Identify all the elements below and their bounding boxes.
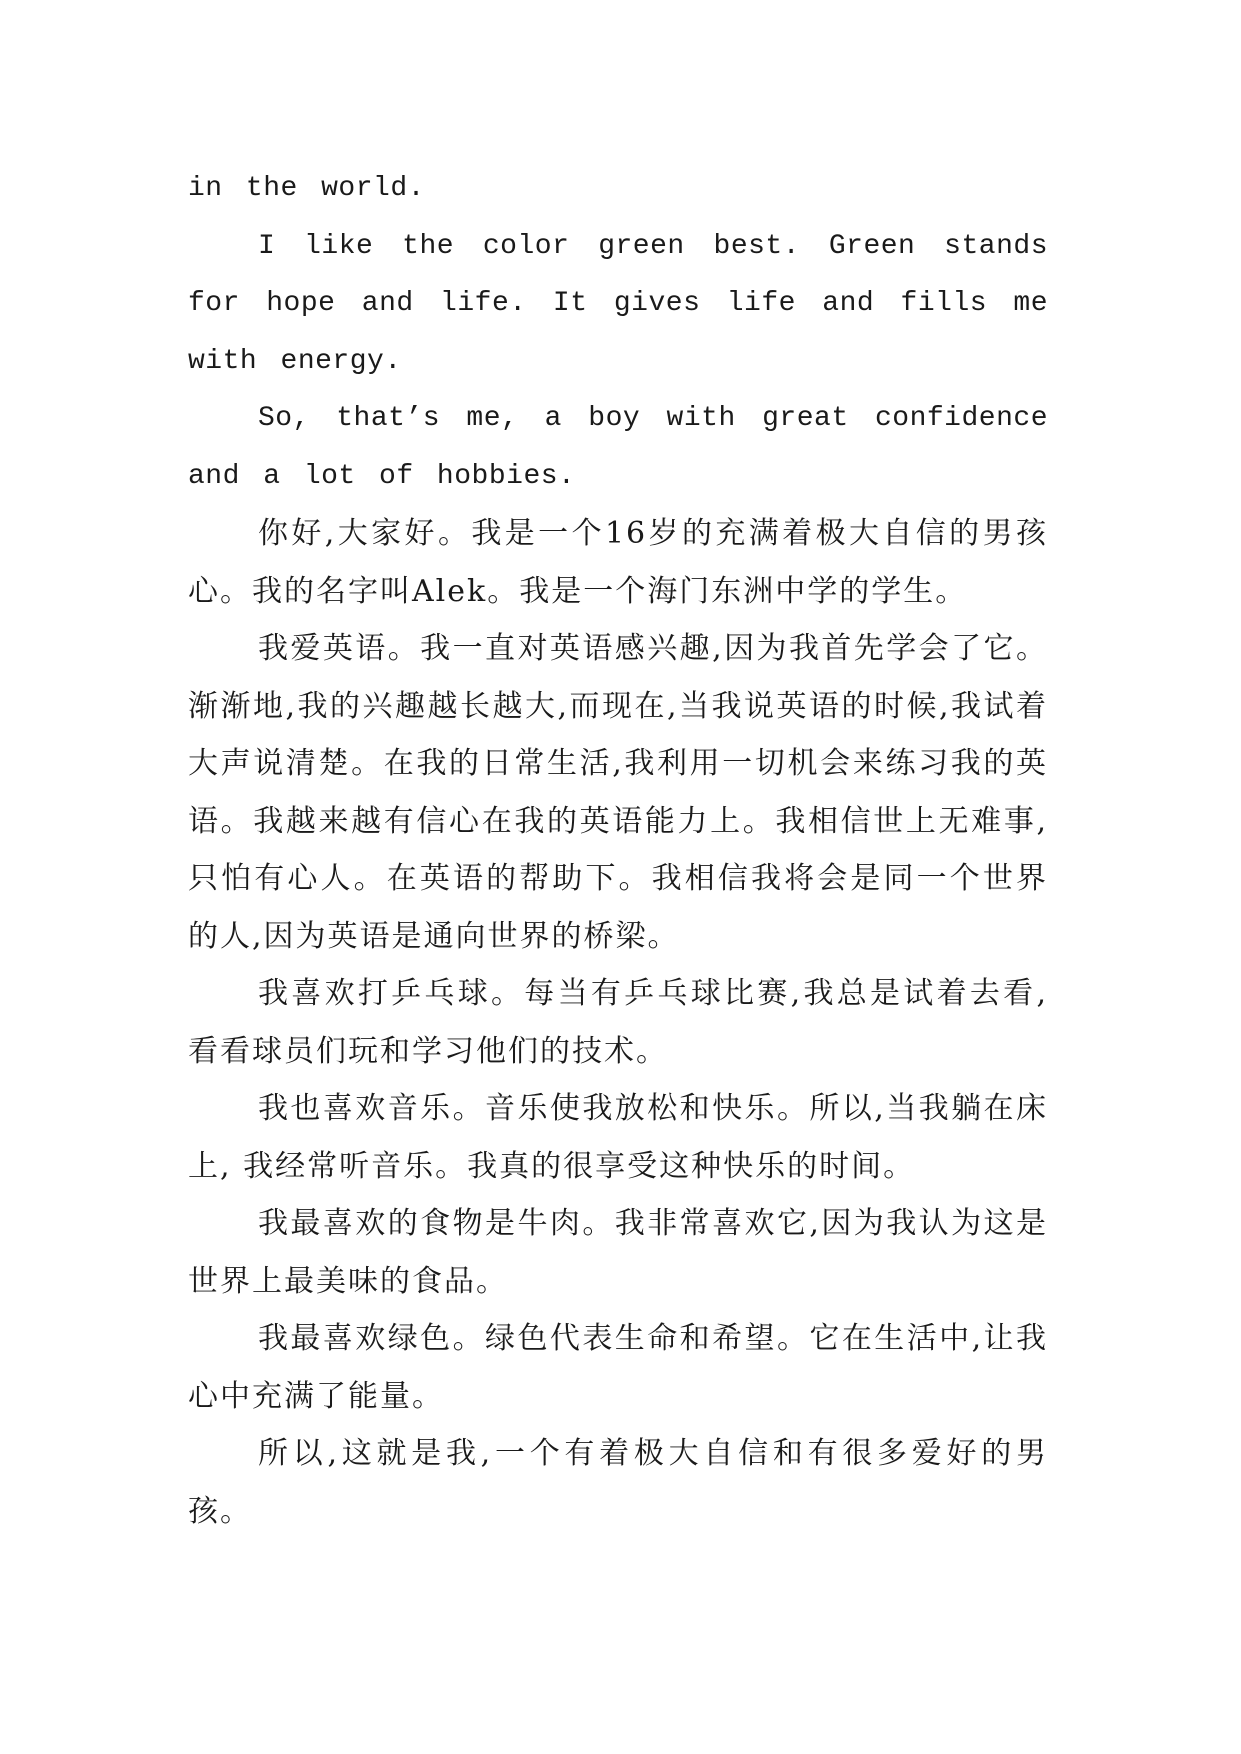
paragraph-zh-english: 我爱英语。我一直对英语感兴趣,因为我首先学会了它。渐渐地,我的兴趣越长越大,而现在,当我说英语的时候,我试着大声说清楚。在我的日常生活,我利用一切机会来练习我的英语。我越来越有信心在我的英语能力上。我相信世上无难事,只怕有心人。在英语的帮助下。我相信我将会是同一个世界的人,因为英语是通向世界的桥梁。 bbox=[188, 631, 1048, 954]
paragraph-en-green: I like the color green best. Green stands for hope and life. It gives life and fills me with energy. bbox=[188, 230, 1048, 377]
document-body bbox=[188, 160, 1048, 1540]
paragraph-en-conclusion: So, that’s me, a boy with great confidence and a lot of hobbies. bbox=[188, 403, 1048, 492]
paragraph-zh-intro: 你好,大家好。我是一个16岁的充满着极大自信的男孩心。我的名字叫Alek。我是一个海门东洲中学的学生。 bbox=[188, 516, 1048, 609]
paragraph-zh-conclusion: 所以,这就是我,一个有着极大自信和有很多爱好的男孩。 bbox=[188, 1436, 1048, 1529]
paragraph-en-continuation: in the world. bbox=[188, 173, 425, 204]
paragraph-zh-food: 我最喜欢的食物是牛肉。我非常喜欢它,因为我认为这是世界上最美味的食品。 bbox=[188, 1206, 1048, 1299]
paragraph-zh-pingpong: 我喜欢打乒乓球。每当有乒乓球比赛,我总是试着去看,看看球员们玩和学习他们的技术。 bbox=[188, 976, 1048, 1069]
paragraph-zh-music: 我也喜欢音乐。音乐使我放松和快乐。所以,当我躺在床上, 我经常听音乐。我真的很享受这种快乐的时间。 bbox=[188, 1091, 1048, 1184]
paragraph-zh-green: 我最喜欢绿色。绿色代表生命和希望。它在生活中,让我心中充满了能量。 bbox=[188, 1321, 1048, 1414]
